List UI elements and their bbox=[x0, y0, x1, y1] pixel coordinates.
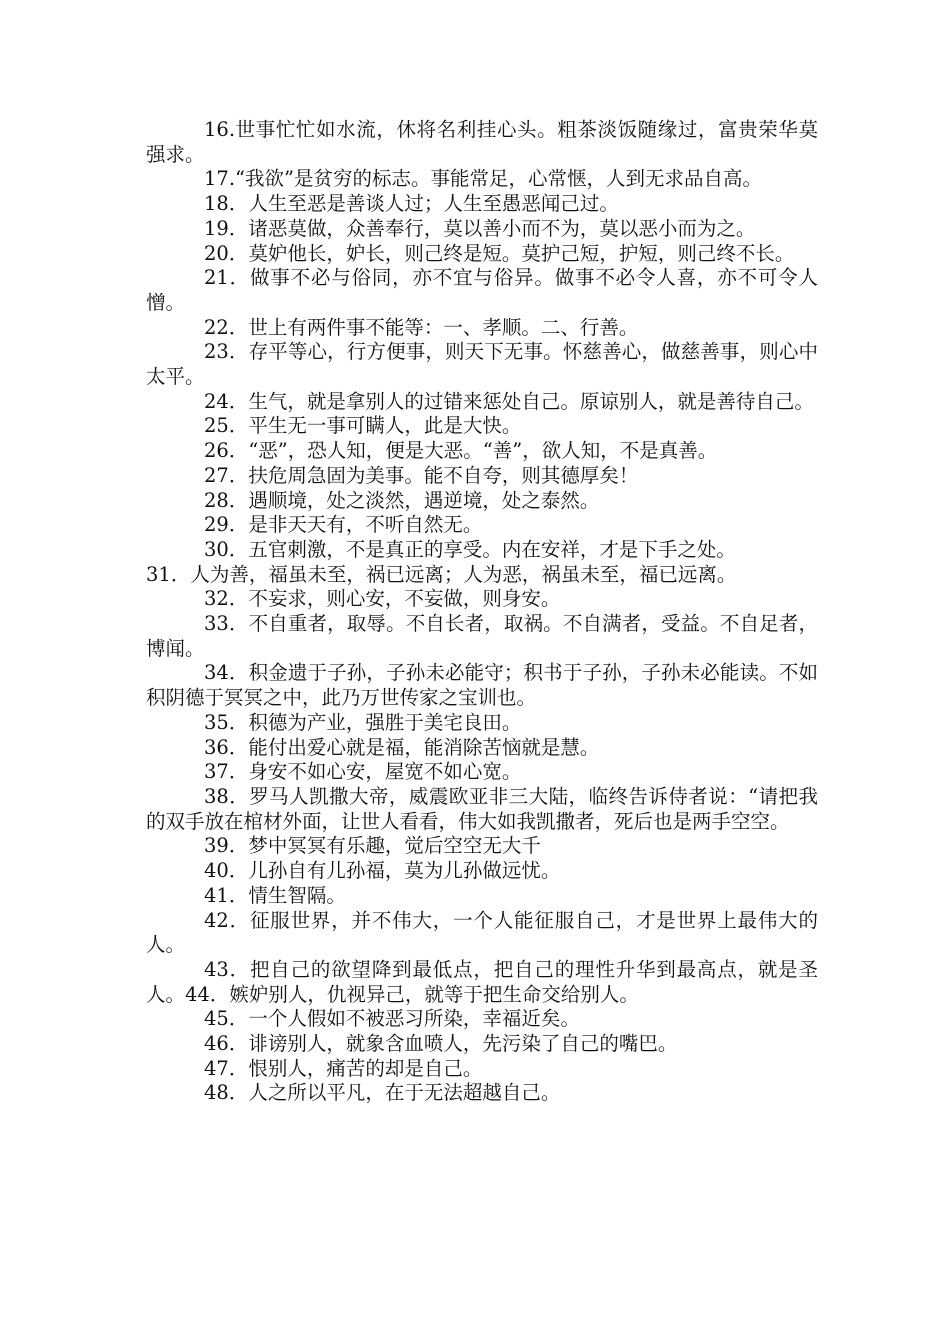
quote-paragraph: 26．“恶”，恐人知，便是大恶。“善”，欲人知，不是真善。 bbox=[204, 439, 718, 463]
quote-paragraph: 33．不自重者，取辱。不自长者，取祸。不自满者，受益。不自足者，博闻。 bbox=[146, 612, 818, 660]
quote-paragraph: 34．积金遗于子孙，子孙未必能守；积书于子孙，子孙未必能读。不如积阴德于冥冥之中，此乃万世传家之宝训也。 bbox=[146, 661, 818, 710]
quote-paragraph: 30．五官刺激，不是真正的享受。内在安祥，才是下手之处。 bbox=[204, 537, 736, 561]
quote-paragraph: 36．能付出爱心就是福，能消除苦恼就是慧。 bbox=[204, 735, 600, 759]
quote-paragraph: 41．情生智隔。 bbox=[204, 883, 346, 907]
quote-paragraph: 38．罗马人凯撒大帝，威震欧亚非三大陆，临终告诉侍者说：“请把我的双手放在棺材外面，让世人看看，伟大如我凯撒者，死后也是两手空空。 bbox=[146, 784, 818, 833]
quote-paragraph: 46．诽谤别人，就象含血喷人，先污染了自己的嘴巴。 bbox=[204, 1032, 678, 1056]
quote-paragraph: 28．遇顺境，处之淡然，遇逆境，处之泰然。 bbox=[204, 488, 600, 512]
quote-paragraph: 40．儿孙自有儿孙福，莫为儿孙做远忧。 bbox=[204, 859, 561, 883]
quote-paragraph: 17.“我欲”是贫穷的标志。事能常足，心常惬，人到无求品自高。 bbox=[204, 167, 762, 191]
quote-paragraph: 27．扶危周急固为美事。能不自夸，则其德厚矣！ bbox=[204, 463, 639, 487]
quote-paragraph: 25．平生无一事可瞒人，此是大快。 bbox=[204, 414, 522, 438]
quote-paragraph: 42．征服世界，并不伟大，一个人能征服自己，才是世界上最伟大的人。 bbox=[146, 908, 818, 957]
quote-paragraph: 47．恨别人，痛苦的却是自己。 bbox=[204, 1056, 483, 1080]
quote-paragraph: 32．不妄求，则心安，不妄做，则身安。 bbox=[204, 587, 561, 611]
quote-paragraph: 24．生气，就是拿别人的过错来惩处自己。原谅别人，就是善待自己。 bbox=[204, 389, 814, 413]
quote-paragraph: 29．是非天天有，不听自然无。 bbox=[204, 513, 483, 537]
quote-paragraph: 21．做事不必与俗同，亦不宜与俗异。做事不必令人喜，亦不可令人憎。 bbox=[146, 266, 818, 314]
quote-paragraph: 48．人之所以平凡，在于无法超越自己。 bbox=[204, 1081, 561, 1105]
quote-paragraph: 18．人生至恶是善谈人过；人生至愚恶闻己过。 bbox=[204, 192, 619, 216]
quote-paragraph: 45．一个人假如不被恶习所染，幸福近矣。 bbox=[204, 1007, 580, 1031]
quote-paragraph: 23．存平等心，行方便事，则天下无事。怀慈善心，做慈善事，则心中太平。 bbox=[146, 340, 818, 389]
quote-paragraph: 19．诸恶莫做，众善奉行，莫以善小而不为，莫以恶小而为之。 bbox=[204, 216, 756, 240]
quote-paragraph: 43．把自己的欲望降到最低点，把自己的理性升华到最高点，就是圣人。44．嫉妒别人，仇视异己，就等于把生命交给别人。 bbox=[146, 957, 818, 1006]
quote-paragraph: 22．世上有两件事不能等：一、孝顺。二、行善。 bbox=[204, 315, 639, 339]
quote-paragraph: 31．人为善，福虽未至，祸已远离；人为恶，祸虽未至，福已远离。 bbox=[146, 562, 737, 586]
quote-paragraph: 39．梦中冥冥有乐趣，觉后空空无大千 bbox=[204, 834, 541, 858]
quote-paragraph: 20．莫妒他长，妒长，则己终是短。莫护己短，护短，则己终不长。 bbox=[204, 241, 795, 265]
quote-paragraph: 35．积德为产业，强胜于美宅良田。 bbox=[204, 710, 522, 734]
document-page bbox=[146, 118, 818, 1106]
quote-paragraph: 16.世事忙忙如水流，休将名利挂心头。粗茶淡饭随缘过，富贵荣华莫强求。 bbox=[146, 118, 818, 166]
quote-paragraph: 37．身安不如心安，屋宽不如心宽。 bbox=[204, 760, 522, 784]
